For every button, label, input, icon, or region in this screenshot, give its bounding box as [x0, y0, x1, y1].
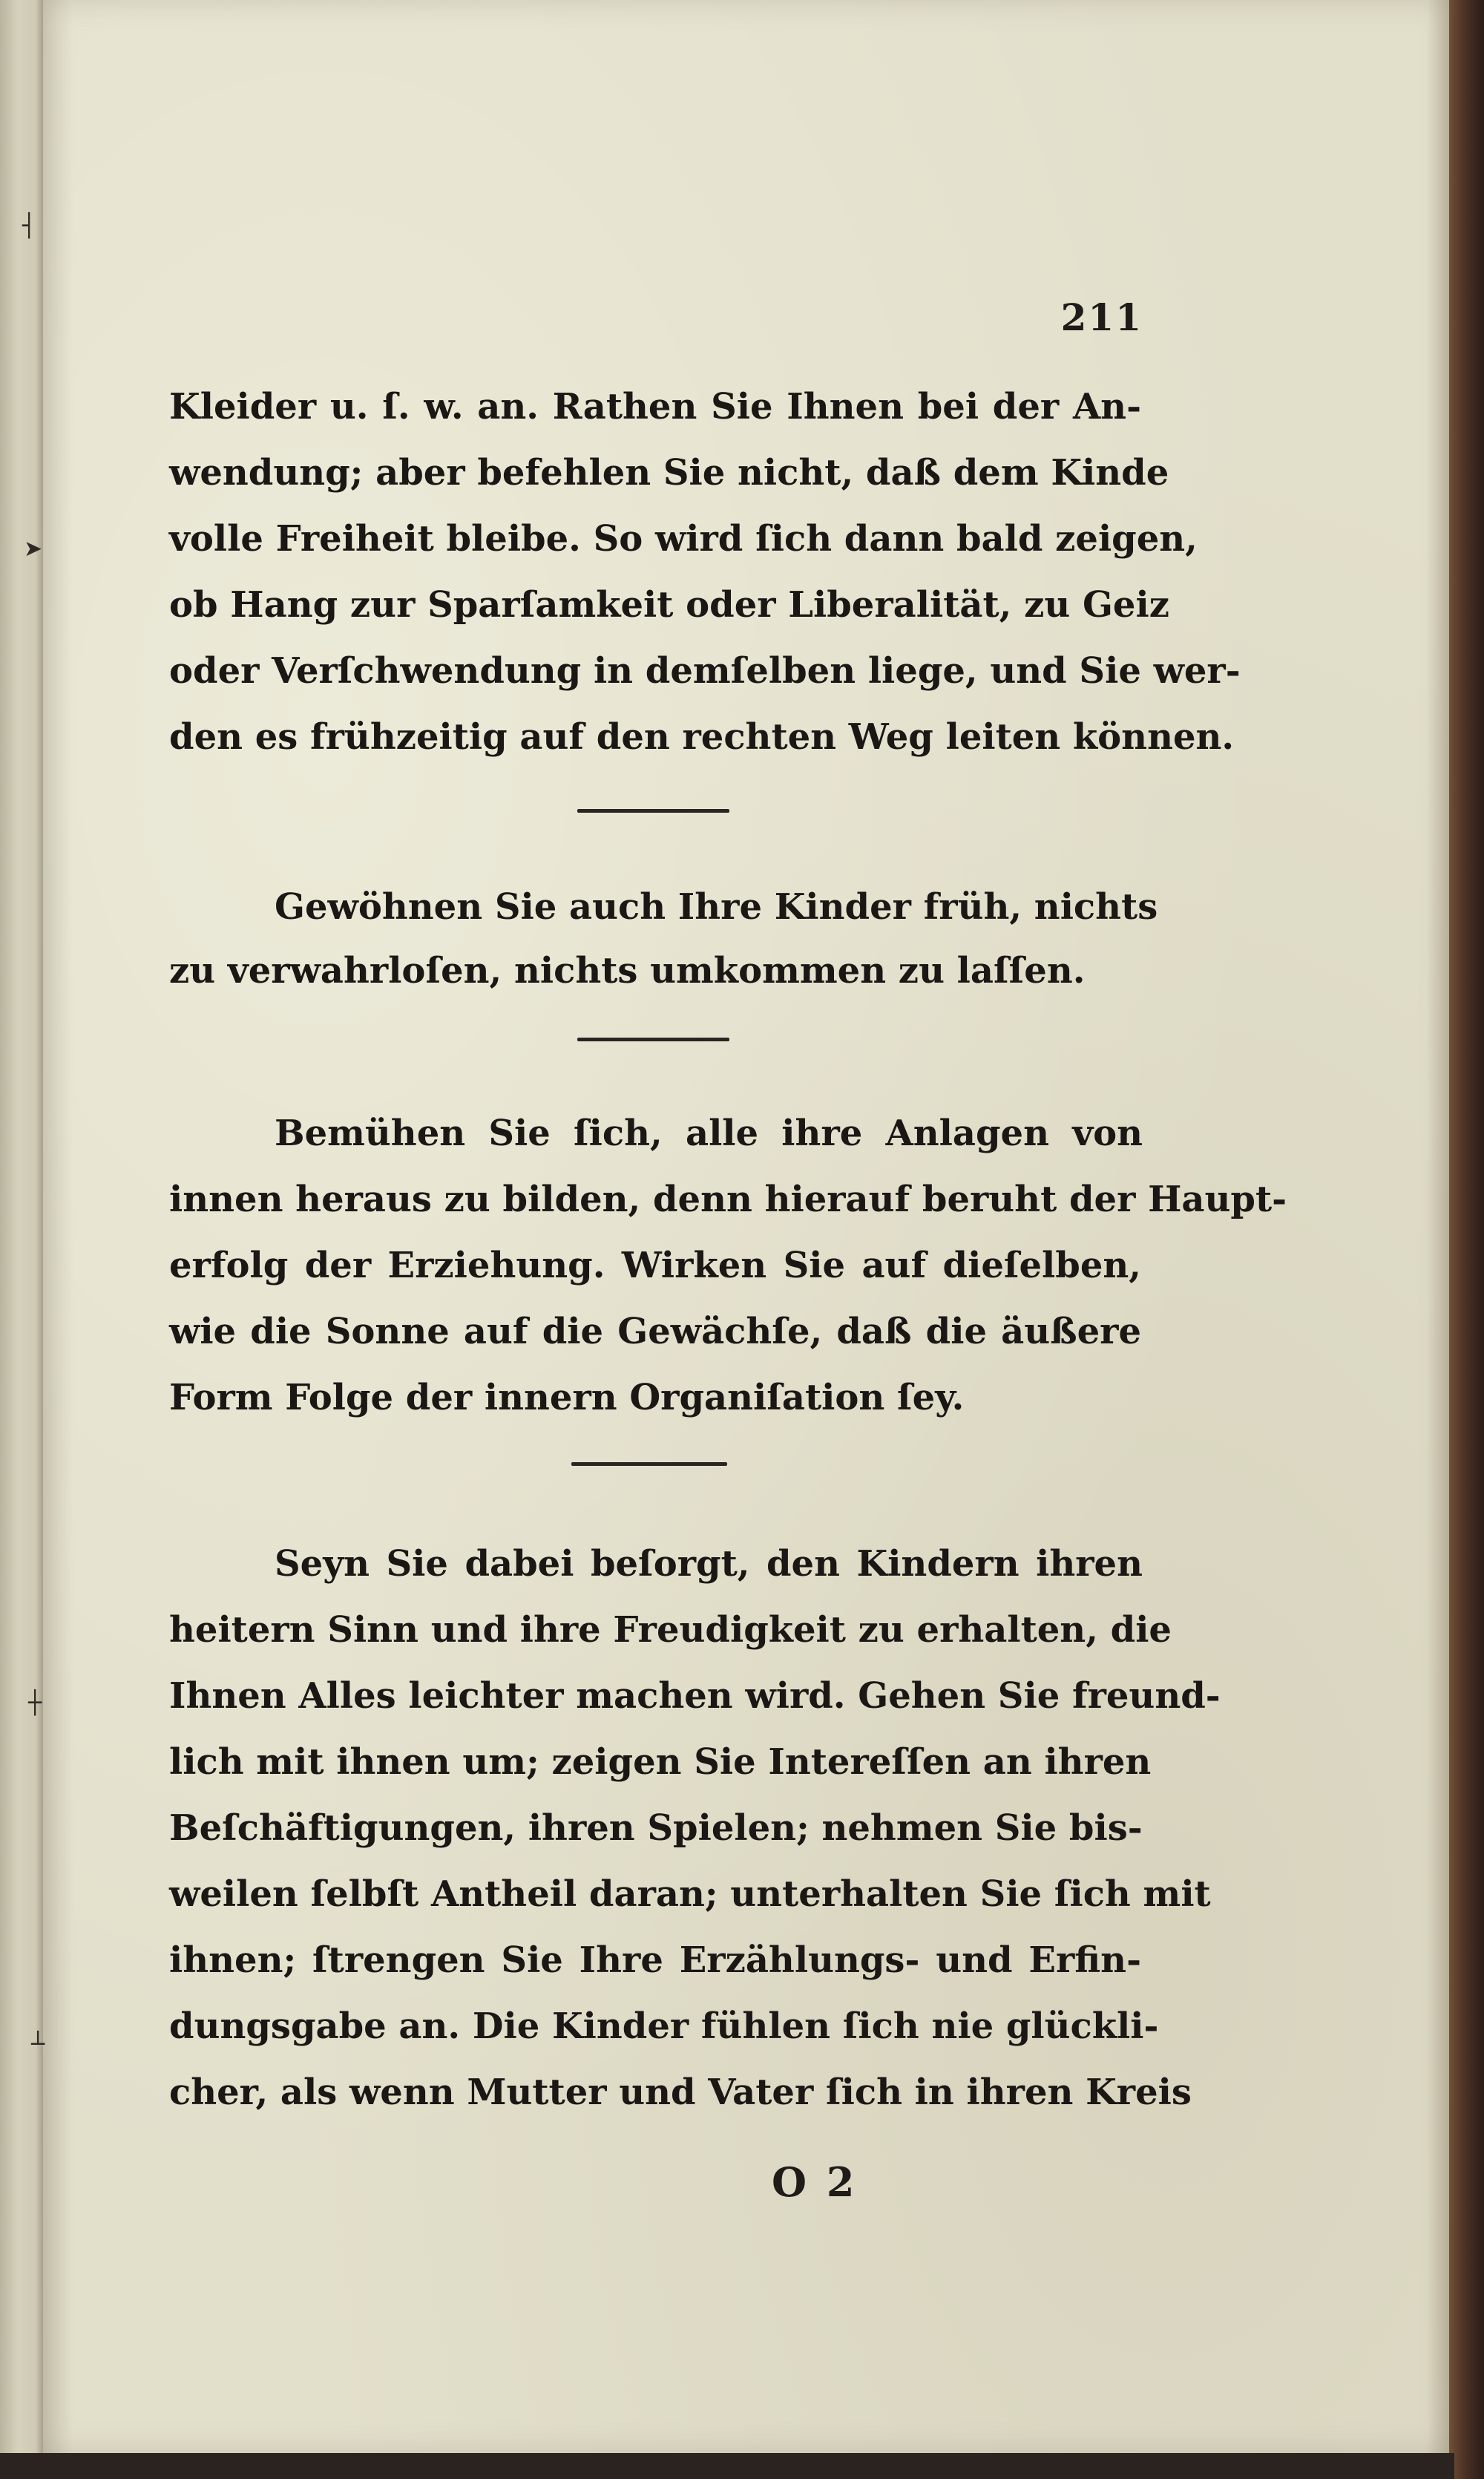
text-line: oder Verſchwendung in demſelben liege, und Sie wer- — [169, 650, 1241, 692]
text-line: Beſchäftigungen, ihren Spielen; nehmen Sie bis- — [169, 1807, 1143, 1849]
margin-arrow-mark: ➤ — [24, 536, 43, 562]
text-line: Form Folge der innern Organiſation ſey. — [169, 1377, 965, 1418]
text-line: zu verwahrloſen, nichts umkommen zu laſſen. — [169, 950, 1086, 992]
text-line: ob Hang zur Sparſamkeit oder Liberalität, zu Geiz — [169, 584, 1169, 626]
margin-tick-mark: ┤ — [22, 213, 36, 239]
text-line: wendung; aber befehlen Sie nicht, daß dem Kinde — [169, 452, 1169, 494]
text-line: Ihnen Alles leichter machen wird. Gehen Sie freund- — [169, 1675, 1221, 1717]
section-divider — [577, 809, 729, 813]
section-divider — [577, 1038, 729, 1041]
text-line: heitern Sinn und ihre Freudigkeit zu erhalten, die — [169, 1609, 1172, 1651]
text-line: innen heraus zu bilden, denn hierauf beruht der Haupt- — [169, 1179, 1287, 1220]
text-line: Bemühen Sie ſich, alle ihre Anlagen von — [275, 1113, 1143, 1154]
book-bottom-edge — [0, 2453, 1454, 2479]
text-line: Gewöhnen Sie auch Ihre Kinder früh, nichts — [275, 886, 1158, 928]
text-line: lich mit ihnen um; zeigen Sie Intereſſen an ihren — [169, 1741, 1152, 1783]
text-line: Seyn Sie dabei beſorgt, den Kindern ihren — [275, 1543, 1143, 1585]
text-line: weilen ſelbſt Antheil daran; unterhalten Sie ſich mit — [169, 1873, 1211, 1915]
text-line: ihnen; ſtrengen Sie Ihre Erzählungs- und Erfin- — [169, 1939, 1141, 1981]
text-line: wie die Sonne auf die Gewächſe, daß die äußere — [169, 1311, 1141, 1352]
page-number: 211 — [1060, 295, 1143, 339]
text-line: dungsgabe an. Die Kinder fühlen ſich nie glückli- — [169, 2005, 1159, 2047]
text-line: Kleider u. ſ. w. an. Rathen Sie Ihnen bei der An- — [169, 386, 1141, 428]
text-line: erfolg der Erziehung. Wirken Sie auf dieſelben, — [169, 1245, 1141, 1286]
section-divider — [571, 1462, 727, 1466]
margin-tick-mark-lower: ┴ — [31, 2031, 45, 2057]
text-line: den es frühzeitig auf den rechten Weg leiten können. — [169, 716, 1235, 758]
text-line: cher, als wenn Mutter und Vater ſich in ihren Kreis — [169, 2072, 1192, 2113]
signature-mark: O 2 — [772, 2158, 858, 2206]
previous-page-edge — [0, 0, 46, 2453]
margin-cross-mark: ┼ — [28, 1690, 42, 1716]
text-line: volle Freiheit bleibe. So wird ſich dann bald zeigen, — [169, 518, 1198, 560]
